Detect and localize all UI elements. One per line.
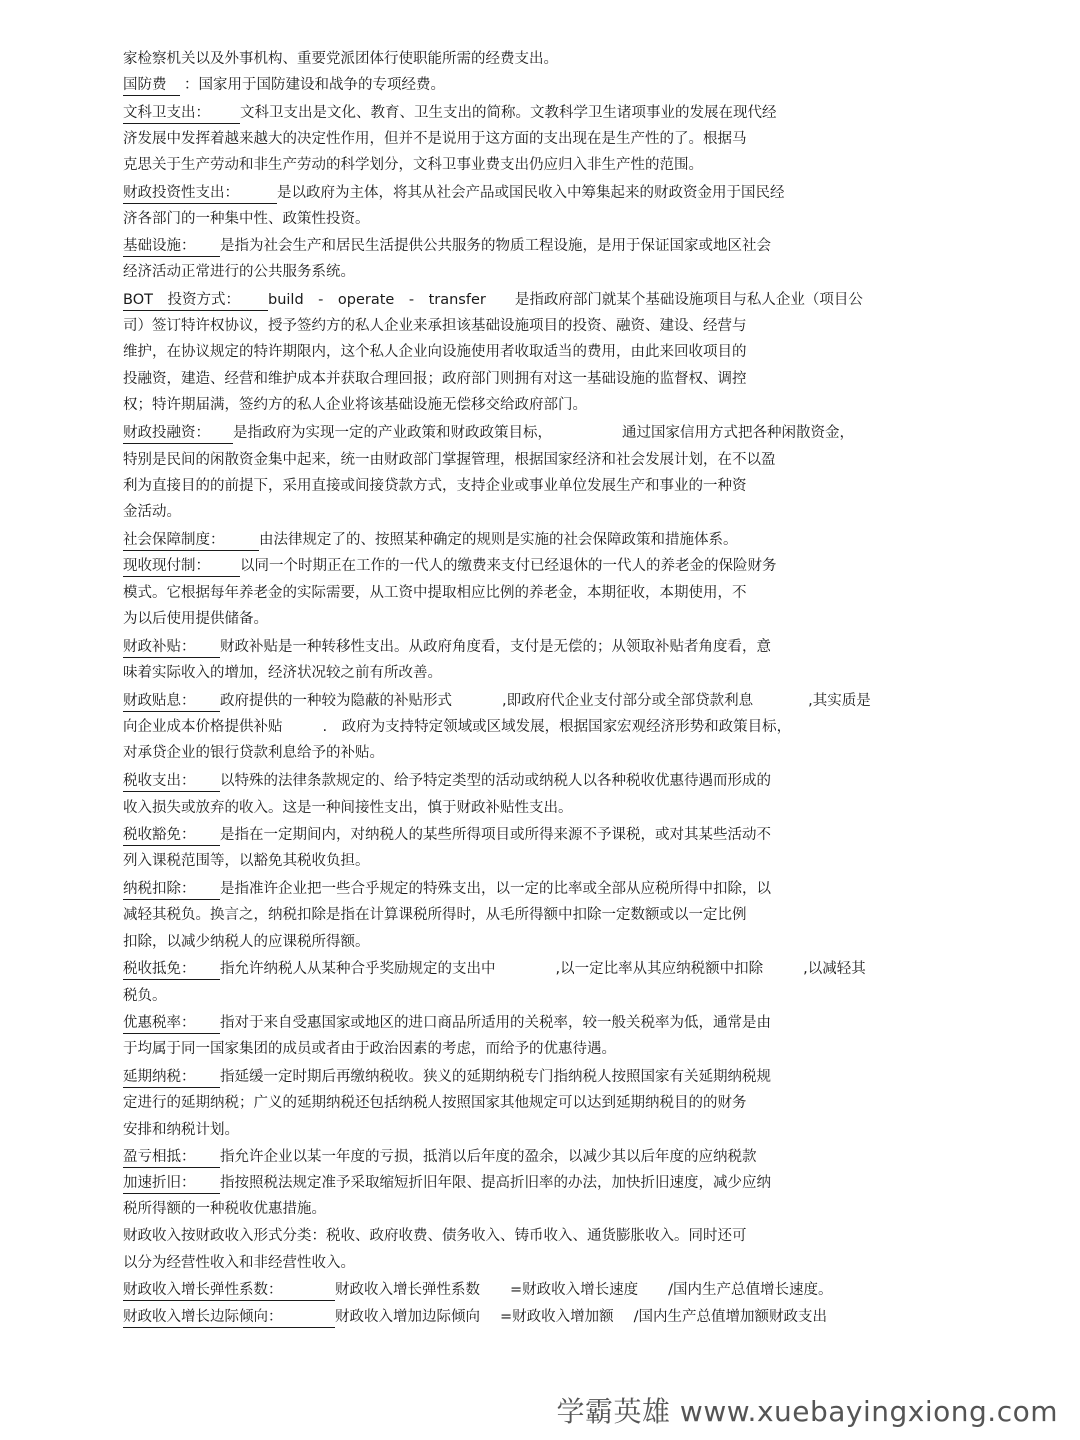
- text-line: [123, 795, 573, 821]
- paragraph-text: 财政收入按财政收入形式分类：税收、政府收费、债务收入、铸币收入、通货膨胀收入。同时还可: [123, 1228, 747, 1244]
- text-line: [123, 339, 747, 365]
- paragraph-text: 投融资，建造、经营和维护成本并获取合理回报；政府部门则拥有对这一基础设施的监督权、调控: [123, 371, 747, 387]
- paragraph-text: 向企业成本价格提供补贴: [123, 719, 283, 735]
- term-label: 财政收入增长边际倾向：: [123, 1307, 335, 1328]
- definition-text: 通过国家信用方式把各种闲散资金，: [622, 425, 854, 441]
- text-line: [123, 1223, 747, 1249]
- definition-line: [123, 1170, 771, 1196]
- definition-text: 是指准许企业把一些合乎规定的特殊支出，以一定的比率或全部从应税所得中扣除，以: [220, 881, 771, 897]
- paragraph-text: 特别是民间的闲散资金集中起来，统一由财政部门掌握管理，根据国家经济和社会发展计划，在不以盈: [123, 452, 776, 468]
- formula-text: =财政收入增加额: [500, 1309, 614, 1325]
- term-label: 税收豁免：: [123, 825, 220, 846]
- formula-text: 财政收入增长弹性系数: [335, 1282, 480, 1298]
- text-line: [123, 848, 370, 874]
- term-label: 纳税扣除：: [123, 879, 220, 900]
- definition-text: 是以政府为主体，将其从社会产品或国民收入中筹集起来的财政资金用于国民经: [277, 185, 785, 201]
- text-line: [123, 740, 384, 766]
- paragraph-text: 家检察机关以及外事机构、重要党派团体行使职能所需的经费支出。: [123, 51, 558, 67]
- paragraph-text: 列入课税范围等，以豁免其税收负担。: [123, 853, 370, 869]
- text-line: [123, 1117, 239, 1143]
- text-line: [123, 392, 587, 418]
- paragraph-text: 经济活动正常进行的公共服务系统。: [123, 264, 355, 280]
- text-line: [123, 606, 268, 632]
- definition-text: 以同一个时期正在工作的一代人的缴费来支付已经退休的一代人的养老金的保险财务: [240, 558, 777, 574]
- term-label: 延期纳税：: [123, 1067, 220, 1088]
- term-label: 文科卫支出：: [123, 103, 240, 124]
- text-line: [123, 473, 747, 499]
- paragraph-text: 克思关于生产劳动和非生产劳动的科学划分，文科卫事业费支出仍应归入非生产性的范围。: [123, 157, 703, 173]
- paragraph-text: 安排和纳税计划。: [123, 1122, 239, 1138]
- term-label: 优惠税率：: [123, 1013, 220, 1034]
- definition-line: [123, 768, 771, 794]
- paragraph-text: 对承贷企业的银行贷款利息给予的补贴。: [123, 745, 384, 761]
- text-line: [123, 366, 747, 392]
- definition-text: 指对于来自受惠国家或地区的进口商品所适用的关税率，较一般关税率为低，通常是由: [220, 1015, 771, 1031]
- text-line: [123, 983, 167, 1009]
- definition-line: [123, 1010, 771, 1036]
- paragraph-text: 以分为经营性收入和非经营性收入。: [123, 1255, 355, 1271]
- paragraph-text: 定进行的延期纳税；广义的延期纳税还包括纳税人按照国家其他规定可以达到延期纳税目的的财务: [123, 1095, 747, 1111]
- definition-text: ,其实质是: [808, 693, 871, 709]
- formula-text: =财政收入增长速度: [510, 1282, 639, 1298]
- definition-line: [123, 1064, 771, 1090]
- definition-text: ,即政府代企业支付部分或全部贷款利息: [502, 693, 754, 709]
- paragraph-text: 收入损失或放弃的收入。这是一种间接性支出，慎于财政补贴性支出。: [123, 800, 573, 816]
- paragraph-text: 利为直接目的的前提下，采用直接或间接贷款方式，支持企业或事业单位发展生产和事业的一种资: [123, 478, 747, 494]
- definition-line: [123, 100, 777, 126]
- definition-text: 政府提供的一种较为隐蔽的补贴形式: [220, 693, 452, 709]
- definition-text: 指延缓一定时期后再缴纳税收。狭义的延期纳税专门指纳税人按照国家有关延期纳税规: [220, 1069, 771, 1085]
- definition-line: [123, 876, 771, 902]
- paragraph-text: 模式。它根据每年养老金的实际需要，从工资中提取相应比例的养老金，本期征收，本期使用，不: [123, 585, 747, 601]
- text-line: [123, 126, 747, 152]
- text-line: [123, 929, 370, 955]
- term-label: 财政投融资：: [123, 423, 233, 444]
- text-line: [123, 580, 747, 606]
- term-label: 财政贴息：: [123, 691, 220, 712]
- definition-line: [123, 287, 863, 313]
- term-label: 盈亏相抵：: [123, 1147, 220, 1168]
- text-line: [123, 714, 791, 740]
- paragraph-text: 济各部门的一种集中性、政策性投资。: [123, 211, 370, 227]
- paragraph-text: 味着实际收入的增加，经济状况较之前有所改善。: [123, 665, 442, 681]
- definition-line: [123, 420, 854, 446]
- paragraph-text: . 政府为支持特定领域或区域发展，根据国家宏观经济形势和政策目标，: [322, 719, 792, 735]
- text-line: [123, 1250, 355, 1276]
- definition-text: 以特殊的法律条款规定的、给予特定类型的活动或纳税人以各种税收优惠待遇而形成的: [220, 773, 771, 789]
- definition-line: [123, 180, 785, 206]
- definition-line: [123, 1277, 833, 1303]
- definition-line: [123, 233, 771, 259]
- definition-text: 是指政府为实现一定的产业政策和财政政策目标，: [233, 425, 552, 441]
- text-line: [123, 1090, 747, 1116]
- definition-text: 指允许企业以某一年度的亏损，抵消以后年度的盈余，以减少其以后年度的应纳税款: [220, 1149, 757, 1165]
- paragraph-text: 减轻其税负。换言之，纳税扣除是指在计算课税所得时，从毛所得额中扣除一定数额或以一定比例: [123, 907, 747, 923]
- term-label: 现收现付制：: [123, 556, 240, 577]
- definition-line: [123, 956, 866, 982]
- definition-text: 文科卫支出是文化、教育、卫生支出的简称。文教科学卫生诸项事业的发展在现代经: [240, 105, 777, 121]
- formula-text: /国内生产总值增长速度。: [668, 1282, 833, 1298]
- definition-line: [123, 634, 771, 660]
- paragraph-text: 金活动。: [123, 504, 181, 520]
- term-label: 税收抵免：: [123, 959, 220, 980]
- paragraph-text: 于均属于同一国家集团的成员或者由于政治因素的考虑，而给予的优惠待遇。: [123, 1041, 616, 1057]
- definition-text: build - operate - transfer 是指政府部门就某个基础设施项目与私人企业（项目公: [268, 292, 863, 308]
- text-line: [123, 313, 747, 339]
- term-label: 财政补贴：: [123, 637, 220, 658]
- text-line: [123, 1036, 616, 1062]
- definition-text: 财政补贴是一种转移性支出。从政府角度看，支付是无偿的；从领取补贴者角度看，意: [220, 639, 771, 655]
- text-line: [123, 902, 747, 928]
- term-label: 社会保障制度：: [123, 530, 259, 551]
- term-label: 财政收入增长弹性系数：: [123, 1280, 335, 1301]
- paragraph-text: 维护，在协议规定的特许期限内，这个私人企业向设施使用者收取适当的费用，由此来回收项目的: [123, 344, 747, 360]
- term-label: 财政投资性支出：: [123, 183, 277, 204]
- definition-text: ,以减轻其: [803, 961, 866, 977]
- text-line: [123, 259, 355, 285]
- paragraph-text: 司）签订特许权协议，授予签约方的私人企业来承担该基础设施项目的投资、融资、建设、经营与: [123, 318, 747, 334]
- term-label: BOT 投资方式：: [123, 290, 268, 311]
- definition-line: [123, 822, 771, 848]
- text-line: [123, 152, 703, 178]
- paragraph-text: 为以后使用提供储备。: [123, 611, 268, 627]
- text-line: [123, 46, 558, 72]
- text-line: [123, 660, 442, 686]
- term-label: 国防费: [123, 75, 180, 96]
- paragraph-text: 济发展中发挥着越来越大的决定性作用，但并不是说用于这方面的支出现在是生产性的了。根据马: [123, 131, 747, 147]
- definition-text: 是指为社会生产和居民生活提供公共服务的物质工程设施，是用于保证国家或地区社会: [220, 238, 771, 254]
- formula-text: 财政收入增加边际倾向: [335, 1309, 480, 1325]
- definition-text: 指允许纳税人从某种合乎奖励规定的支出中: [220, 961, 496, 977]
- definition-text: 是指在一定期间内，对纳税人的某些所得项目或所得来源不予课税，或对其某些活动不: [220, 827, 771, 843]
- text-line: [123, 1196, 326, 1222]
- paragraph-text: 税所得额的一种税收优惠措施。: [123, 1201, 326, 1217]
- definition-text: ：国家用于国防建设和战争的专项经费。: [184, 77, 445, 93]
- definition-line: [123, 72, 445, 98]
- definition-line: [123, 1304, 827, 1330]
- formula-text: /国内生产总值增加额财政支出: [633, 1309, 828, 1325]
- text-line: [123, 206, 370, 232]
- term-label: 加速折旧：: [123, 1173, 220, 1194]
- text-line: [123, 447, 776, 473]
- text-line: [123, 499, 181, 525]
- paragraph-text: 权；特许期届满，签约方的私人企业将该基础设施无偿移交给政府部门。: [123, 397, 587, 413]
- definition-line: [123, 553, 777, 579]
- definition-text: 指按照税法规定准予采取缩短折旧年限、提高折旧率的办法，加快折旧速度，减少应纳: [220, 1175, 771, 1191]
- term-label: 税收支出：: [123, 771, 220, 792]
- watermark-text: 学霸英雄 www.xuebayingxiong.com: [556, 1395, 1058, 1428]
- definition-line: [123, 527, 738, 553]
- paragraph-text: 扣除，以减少纳税人的应课税所得额。: [123, 934, 370, 950]
- term-label: 基础设施：: [123, 236, 220, 257]
- paragraph-text: 税负。: [123, 988, 167, 1004]
- definition-text: ,以一定比率从其应纳税额中扣除: [555, 961, 764, 977]
- definition-line: [123, 688, 871, 714]
- definition-line: [123, 1144, 757, 1170]
- definition-text: 由法律规定了的、按照某种确定的规则是实施的社会保障政策和措施体系。: [259, 532, 738, 548]
